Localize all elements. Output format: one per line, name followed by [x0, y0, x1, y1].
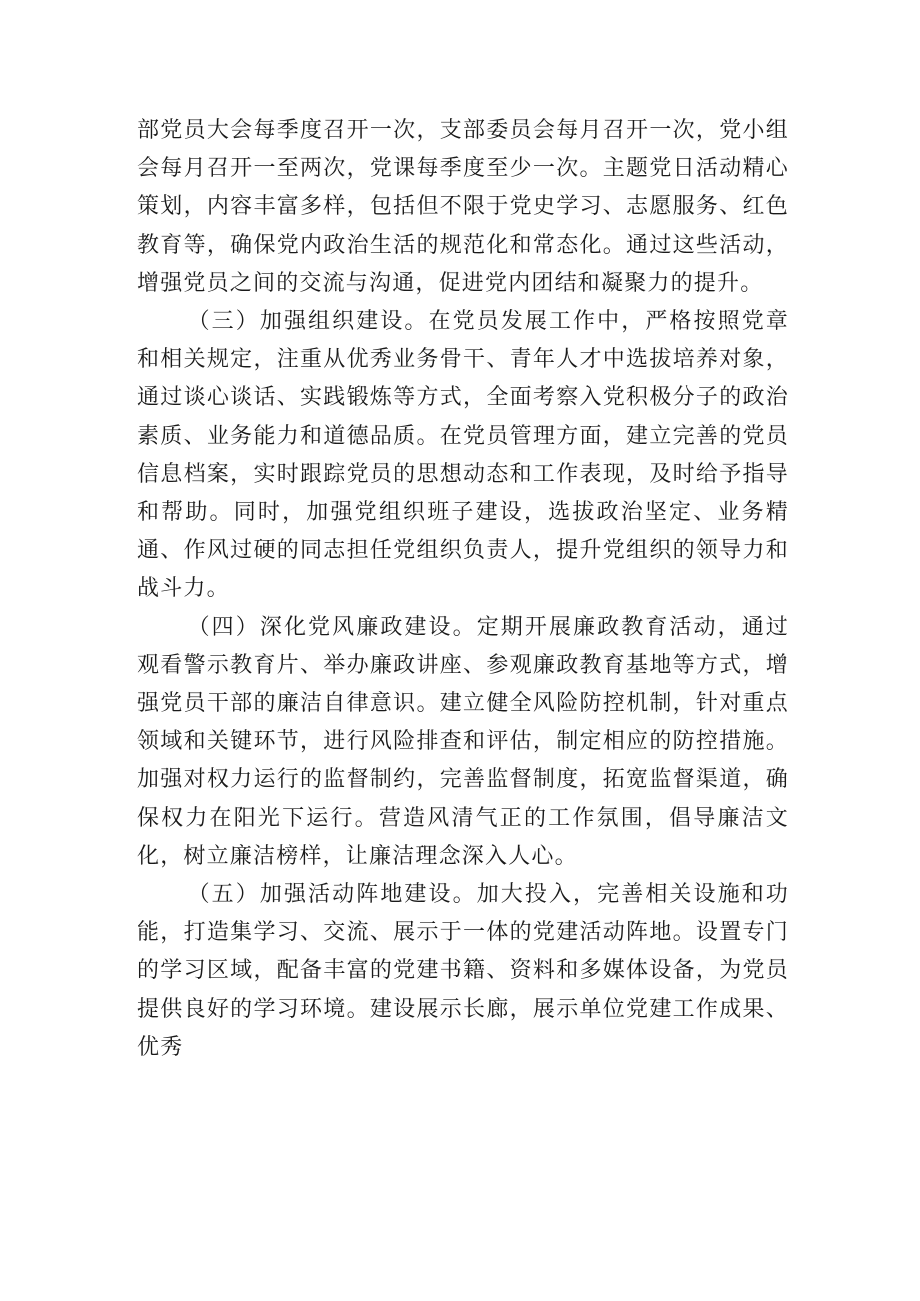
document-body: [137, 112, 789, 1067]
paragraph-integrity-building: （四）深化党风廉政建设。定期开展廉政教育活动，通过观看警示教育片、举办廉政讲座、参观廉政教育基地等方式，增强党员干部的廉洁自律意识。建立健全风险防控机制，针对重点领域和关键环节，进行风险排查和评估，制定相应的防控措施。加强对权力运行的监督制约，完善监督制度，拓宽监督渠道，确保权力在阳光下运行。营造风清气正的工作氛围，倡导廉洁文化，树立廉洁榜样，让廉洁理念深入人心。: [137, 614, 789, 869]
paragraph-continuation: 部党员大会每季度召开一次，支部委员会每月召开一次，党小组会每月召开一至两次，党课每季度至少一次。主题党日活动精心策划，内容丰富多样，包括但不限于党史学习、志愿服务、红色教育等，确保党内政治生活的规范化和常态化。通过这些活动，增强党员之间的交流与沟通，促进党内团结和凝聚力的提升。: [137, 118, 789, 296]
paragraph-organization-building: （三）加强组织建设。在党员发展工作中，严格按照党章和相关规定，注重从优秀业务骨干、青年人才中选拔培养对象，通过谈心谈话、实践锻炼等方式，全面考察入党积极分子的政治素质、业务能力和道德品质。在党员管理方面，建立完善的党员信息档案，实时跟踪党员的思想动态和工作表现，及时给予指导和帮助。同时，加强党组织班子建设，选拔政治坚定、业务精通、作风过硬的同志担任党组织负责人，提升党组织的领导力和战斗力。: [137, 309, 789, 602]
paragraph-activity-venue: （五）加强活动阵地建设。加大投入，完善相关设施和功能，打造集学习、交流、展示于一体的党建活动阵地。设置专门的学习区域，配备丰富的党建书籍、资料和多媒体设备，为党员提供良好的学习环境。建设展示长廊，展示单位党建工作成果、优秀: [137, 882, 789, 1060]
